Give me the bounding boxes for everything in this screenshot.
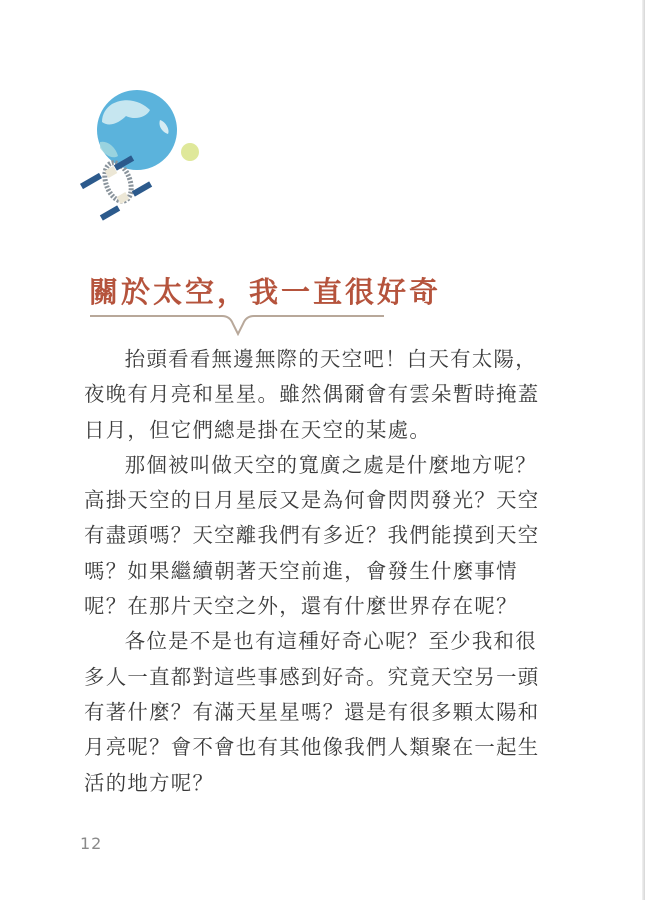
paragraph: 各位是不是也有這種好奇心呢？至少我和很多人一直都對這些事感到好奇。究竟天空另一頭有著什麼？有滿天星星嗎？還是有很多顆太陽和月亮呢？會不會也有其他像我們人類聚在一起生活的地方呢？ xyxy=(84,629,540,795)
moon-icon xyxy=(181,143,199,161)
body-text xyxy=(84,342,554,801)
title-underline xyxy=(90,312,384,336)
space-illustration xyxy=(72,82,212,222)
chapter-title: 關於太空，我一直很好奇 xyxy=(89,275,442,309)
page-number: 12 xyxy=(80,834,103,853)
earth-icon xyxy=(97,90,177,170)
paragraph: 那個被叫做天空的寬廣之處是什麼地方呢？高掛天空的日月星辰又是為何會閃閃發光？天空有盡頭嗎？天空離我們有多近？我們能摸到天空嗎？如果繼續朝著天空前進，會發生什麼事情呢？在那片天空之外，還有什麼世界存在呢？ xyxy=(84,452,540,619)
paragraph: 抬頭看看無邊無際的天空吧！白天有太陽，夜晚有月亮和星星。雖然偶爾會有雲朵暫時掩蓋日月，但它們總是掛在天空的某處。 xyxy=(84,347,540,442)
